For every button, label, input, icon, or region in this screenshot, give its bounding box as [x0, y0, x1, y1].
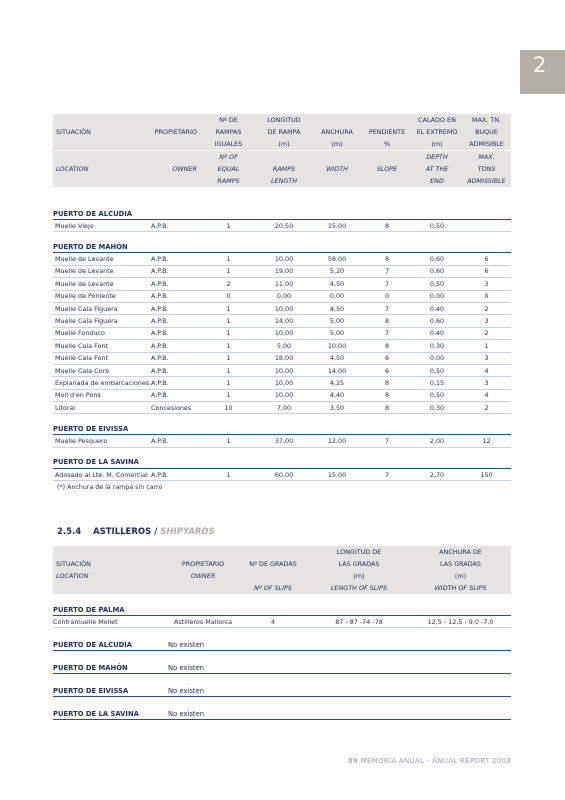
- cell-7: 0: [462, 290, 511, 302]
- cell-6: 2,00: [412, 435, 462, 447]
- table-row: [53, 377, 511, 389]
- subsection-title-en: SHIPYARDS: [160, 527, 215, 537]
- cell-4: 12,5 - 12,5 - 9,0 -7,0: [410, 616, 511, 628]
- header-cell-7: TONS: [462, 163, 511, 175]
- cell-4: 4,40: [312, 389, 362, 401]
- cell-5: 8: [362, 340, 412, 352]
- cell-0: Muelle Cala Figuera: [53, 302, 151, 314]
- header-cell-0: SITUACIÓN: [53, 126, 151, 138]
- cell-2: 2: [201, 278, 256, 290]
- header-cell-1: [151, 151, 201, 164]
- header-cell-4: [312, 151, 362, 164]
- cell-6: 0,50: [412, 364, 462, 376]
- section-value: No existen: [168, 639, 511, 651]
- header-cell-0: [53, 138, 151, 151]
- chapter-number: 2: [533, 53, 547, 77]
- header-row: [53, 546, 511, 558]
- ramps-table: [53, 114, 511, 481]
- cell-6: 0,40: [412, 302, 462, 314]
- cell-5: 6: [362, 352, 412, 364]
- header-cell-4: WIDTH: [312, 163, 362, 175]
- cell-3: 10,00: [256, 377, 312, 389]
- cell-7: 3: [462, 377, 511, 389]
- cell-1: Concesiones: [151, 402, 201, 414]
- table-row: [53, 389, 511, 401]
- cell-3: 37,00: [256, 435, 312, 447]
- cell-4: 5,00: [312, 315, 362, 327]
- section-heading: [53, 208, 511, 220]
- cell-1: Astilleros Mallorca: [168, 616, 238, 628]
- table-row: [53, 327, 511, 339]
- shipyards-table: [53, 546, 511, 720]
- header-cell-5: %: [362, 138, 412, 151]
- header-cell-2: Nº DE GRADAS: [238, 558, 308, 570]
- cell-6: 0,30: [412, 402, 462, 414]
- table-row: [53, 290, 511, 302]
- cell-2: 1: [201, 315, 256, 327]
- cell-5: 8: [362, 389, 412, 401]
- header-cell-3: LONGITUD DE: [308, 546, 410, 558]
- cell-2: 1: [201, 265, 256, 277]
- cell-7: 6: [462, 265, 511, 277]
- table-row: [53, 340, 511, 352]
- spacer: [53, 232, 511, 242]
- header-cell-3: [256, 151, 312, 164]
- header-cell-2: IGUALES: [201, 138, 256, 151]
- header-cell-6: (m): [412, 138, 462, 151]
- spacer: [53, 628, 511, 640]
- header-row: [53, 570, 511, 582]
- header-cell-1: [168, 546, 238, 558]
- header-cell-2: RAMPAS: [201, 126, 256, 138]
- header-cell-7: ADMISIBLE: [462, 138, 511, 151]
- cell-0: Moll d'en Pons: [53, 389, 151, 401]
- header-cell-6: EL EXTREMO: [412, 126, 462, 138]
- table-row: [53, 278, 511, 290]
- header-cell-5: PENDIENTE: [362, 126, 412, 138]
- header-cell-0: LOCATION: [53, 163, 151, 175]
- header-cell-2: EQUAL: [201, 163, 256, 175]
- section-heading: [53, 241, 511, 253]
- subsection-title-es: ASTILLEROS: [93, 527, 152, 537]
- header-cell-1: OWNER: [168, 570, 238, 582]
- cell-1: A.P.B.: [151, 352, 201, 364]
- header-cell-1: OWNER: [151, 163, 201, 175]
- cell-3: 0,00: [256, 290, 312, 302]
- cell-7: 6: [462, 253, 511, 265]
- cell-7: 150: [462, 468, 511, 480]
- cell-3: 10,00: [256, 389, 312, 401]
- header-cell-4: (m): [312, 138, 362, 151]
- cell-4: 3,50: [312, 402, 362, 414]
- cell-7: 4: [462, 364, 511, 376]
- header-en-cell-2: Nº OF SLIPS: [238, 582, 308, 595]
- header-cell-1: PROPIETARIO: [151, 126, 201, 138]
- page-number: 89: [347, 757, 359, 765]
- cell-5: 8: [362, 220, 412, 232]
- cell-1: A.P.B.: [151, 265, 201, 277]
- footer-text: MEMORIA ANUAL - ANUAL REPORT 2003: [360, 757, 511, 765]
- header-cell-6: AT THE: [412, 163, 462, 175]
- cell-7: 12: [462, 435, 511, 447]
- table-row: [53, 315, 511, 327]
- section-name: PUERTO DE EIVISSA: [53, 423, 511, 435]
- cell-0: Muelle de Levante: [53, 253, 151, 265]
- header-row: [53, 138, 511, 151]
- cell-5: 0: [362, 290, 412, 302]
- cell-1: A.P.B.: [151, 253, 201, 265]
- cell-5: 8: [362, 315, 412, 327]
- cell-0: Muelle de Levante: [53, 278, 151, 290]
- header-row: [53, 126, 511, 138]
- cell-5: 7: [362, 327, 412, 339]
- section-name: PUERTO DE ALCUDIA: [53, 208, 511, 220]
- header-en-cell-1: [168, 582, 238, 595]
- header-cell-3: LAS GRADAS: [308, 558, 410, 570]
- header-row: [53, 582, 511, 595]
- header-cell-3: LONGITUD: [256, 114, 312, 126]
- table-row: [53, 364, 511, 376]
- cell-0: Muelle Viejo: [53, 220, 151, 232]
- header-row: [53, 558, 511, 570]
- cell-5: 6: [362, 364, 412, 376]
- spacer: [53, 414, 511, 424]
- header-cell-3: DE RAMPA: [256, 126, 312, 138]
- cell-5: 8: [362, 253, 412, 265]
- cell-1: A.P.B.: [151, 364, 201, 376]
- header-cell-4: [312, 114, 362, 126]
- header-cell-2: [238, 546, 308, 558]
- cell-4: 15,00: [312, 468, 362, 480]
- cell-6: 0,60: [412, 265, 462, 277]
- cell-2: 1: [201, 220, 256, 232]
- section-heading: [53, 662, 511, 674]
- page-footer: [348, 757, 511, 765]
- cell-2: 0: [201, 290, 256, 302]
- header-row: [53, 114, 511, 126]
- cell-1: A:P.B.: [151, 389, 201, 401]
- cell-5: 8: [362, 402, 412, 414]
- section-name: PUERTO DE LA SAVINA: [53, 708, 168, 720]
- section-name: PUERTO DE MAHÓN: [53, 241, 511, 253]
- header-cell-2: Nº OF: [201, 151, 256, 164]
- cell-3: 18,00: [256, 352, 312, 364]
- cell-1: A.P.B.: [151, 220, 201, 232]
- header-cell-4: [312, 175, 362, 188]
- subsection-title: [57, 527, 215, 537]
- section-name: PUERTO DE ALCUDIA: [53, 639, 168, 651]
- header-en-cell-0: [53, 582, 168, 595]
- header-cell-3: RAMPS: [256, 163, 312, 175]
- header-cell-1: [151, 114, 201, 126]
- header-en-cell-4: WIDTH OF SLIPS: [410, 582, 511, 595]
- cell-6: 0,60: [412, 253, 462, 265]
- table-row: [53, 253, 511, 265]
- cell-2: 1: [201, 253, 256, 265]
- subsection-number: 2.5.4: [57, 527, 82, 537]
- header-cell-5: [362, 175, 412, 188]
- cell-6: 0,00: [412, 352, 462, 364]
- cell-1: A.P.B.: [151, 435, 201, 447]
- cell-0: Muelle de Poniente: [53, 290, 151, 302]
- cell-3: 11,00: [256, 278, 312, 290]
- cell-1: A.P.B.: [151, 327, 201, 339]
- cell-3: 87 - 87 -74 -78: [308, 616, 410, 628]
- cell-7: 2: [462, 402, 511, 414]
- cell-4: 4,50: [312, 302, 362, 314]
- table-row: [53, 352, 511, 364]
- cell-7: 4: [462, 389, 511, 401]
- cell-4: 4,50: [312, 278, 362, 290]
- cell-6: 2,70: [412, 468, 462, 480]
- cell-2: 1: [201, 340, 256, 352]
- cell-4: 4,25: [312, 377, 362, 389]
- cell-0: Muelle de Levante: [53, 265, 151, 277]
- cell-2: 10: [201, 402, 256, 414]
- cell-2: 1: [201, 435, 256, 447]
- cell-6: 0,15: [412, 377, 462, 389]
- table-row: [53, 468, 511, 480]
- cell-4: 15,00: [312, 220, 362, 232]
- cell-6: 0,50: [412, 220, 462, 232]
- cell-2: 1: [201, 302, 256, 314]
- header-cell-0: LOCATION: [53, 570, 168, 582]
- cell-1: A.P.B.: [151, 468, 201, 480]
- spacer: [53, 674, 511, 686]
- header-cell-7: MAX.: [462, 151, 511, 164]
- cell-7: 3: [462, 315, 511, 327]
- cell-6: 0,60: [412, 315, 462, 327]
- cell-0: Muelle Cala Font: [53, 340, 151, 352]
- header-cell-7: ADMISSIBLE: [462, 175, 511, 188]
- cell-0: Explanada de embarcaciones: [53, 377, 151, 389]
- header-cell-0: [53, 546, 168, 558]
- table-row: [53, 220, 511, 232]
- subsection-separator: /: [154, 527, 158, 537]
- cell-5: 7: [362, 468, 412, 480]
- spacer: [53, 188, 511, 209]
- section-heading: [53, 708, 511, 720]
- header-cell-6: DEPTH: [412, 151, 462, 164]
- header-cell-4: LAS GRADAS: [410, 558, 511, 570]
- header-cell-0: [53, 175, 151, 188]
- header-row: [53, 163, 511, 175]
- header-cell-0: SITUACIÓN: [53, 558, 168, 570]
- header-cell-3: (m): [256, 138, 312, 151]
- cell-7: 3: [462, 352, 511, 364]
- cell-2: 1: [201, 377, 256, 389]
- header-cell-4: ANCHURA: [312, 126, 362, 138]
- cell-2: 1: [201, 327, 256, 339]
- cell-2: 1: [201, 468, 256, 480]
- cell-3: 10,00: [256, 327, 312, 339]
- section-value: No existen: [168, 685, 511, 697]
- cell-1: A:P.B.: [151, 377, 201, 389]
- section-name: PUERTO DE LA SAVINA: [53, 457, 511, 469]
- cell-3: 19,00: [256, 265, 312, 277]
- header-cell-5: SLOPE: [362, 163, 412, 175]
- cell-0: Muelle Cala Corb: [53, 364, 151, 376]
- cell-7: 1: [462, 340, 511, 352]
- section-heading: [53, 639, 511, 651]
- header-cell-5: [362, 151, 412, 164]
- cell-4: 5,00: [312, 327, 362, 339]
- section-name: PUERTO DE MAHÓN: [53, 662, 168, 674]
- table-row: [53, 302, 511, 314]
- table-row: [53, 402, 511, 414]
- spacer: [53, 595, 511, 605]
- cell-6: 0,50: [412, 278, 462, 290]
- cell-2: 1: [201, 352, 256, 364]
- cell-4: 14,00: [312, 364, 362, 376]
- header-cell-7: MAX. TN.: [462, 114, 511, 126]
- footnote: (*) Anchura de la rampa sin carro: [57, 484, 163, 491]
- spacer: [53, 651, 511, 663]
- header-cell-6: END: [412, 175, 462, 188]
- cell-5: 7: [362, 265, 412, 277]
- chapter-tab: [520, 50, 565, 94]
- cell-1: A.P.B.: [151, 278, 201, 290]
- cell-0: Adosado al Lte. M. Comercial: [53, 468, 151, 480]
- cell-1: A.P.B.: [151, 340, 201, 352]
- cell-4: 4,50: [312, 352, 362, 364]
- header-en-cell-3: LENGTH OF SLIPS: [308, 582, 410, 595]
- cell-5: 8: [362, 377, 412, 389]
- header-cell-5: [362, 114, 412, 126]
- cell-4: 0,00: [312, 290, 362, 302]
- section-name: PUERTO DE PALMA: [53, 604, 511, 616]
- spacer: [53, 447, 511, 457]
- section-value: No existen: [168, 662, 511, 674]
- header-cell-1: [151, 175, 201, 188]
- cell-3: 7,00: [256, 402, 312, 414]
- cell-5: 7: [362, 278, 412, 290]
- table-row: [53, 265, 511, 277]
- cell-4: 5,20: [312, 265, 362, 277]
- cell-0: Muelle Cala Figuera: [53, 315, 151, 327]
- cell-3: 60,00: [256, 468, 312, 480]
- header-cell-1: PROPIETARIO: [168, 558, 238, 570]
- cell-3: 5,00: [256, 340, 312, 352]
- cell-4: 12,00: [312, 435, 362, 447]
- section-name: PUERTO DE EIVISSA: [53, 685, 168, 697]
- cell-3: 14,00: [256, 315, 312, 327]
- cell-3: 10,00: [256, 253, 312, 265]
- cell-6: 0,50: [412, 389, 462, 401]
- cell-7: 3: [462, 278, 511, 290]
- cell-0: Muelle Pesquero: [53, 435, 151, 447]
- spacer: [53, 697, 511, 709]
- header-cell-3: LENGTH: [256, 175, 312, 188]
- header-cell-3: (m): [308, 570, 410, 582]
- cell-1: A.P.B.: [151, 315, 201, 327]
- header-cell-2: Nº DE: [201, 114, 256, 126]
- cell-5: 7: [362, 435, 412, 447]
- header-cell-6: CALADO EN: [412, 114, 462, 126]
- cell-1: A.P.B.: [151, 290, 201, 302]
- cell-3: 20,50: [256, 220, 312, 232]
- cell-6: 0,00: [412, 290, 462, 302]
- cell-0: Muelle Fonduco: [53, 327, 151, 339]
- header-cell-4: ANCHURA DE: [410, 546, 511, 558]
- header-cell-1: [151, 138, 201, 151]
- cell-2: 1: [201, 364, 256, 376]
- header-cell-4: (m): [410, 570, 511, 582]
- table-row: [53, 435, 511, 447]
- header-cell-0: [53, 114, 151, 126]
- cell-7: 2: [462, 327, 511, 339]
- cell-3: 10,00: [256, 302, 312, 314]
- header-cell-7: BUQUE: [462, 126, 511, 138]
- cell-0: Litoral: [53, 402, 151, 414]
- header-cell-0: [53, 151, 151, 164]
- cell-2: 4: [238, 616, 308, 628]
- header-row: [53, 175, 511, 188]
- section-heading: [53, 423, 511, 435]
- cell-7: [462, 220, 511, 232]
- cell-6: 0,40: [412, 327, 462, 339]
- table-row: [53, 616, 511, 628]
- header-row: [53, 151, 511, 164]
- cell-0: Contramuelle Mollet: [53, 616, 168, 628]
- cell-4: 58,00: [312, 253, 362, 265]
- cell-4: 10,00: [312, 340, 362, 352]
- header-cell-2: RAMPS: [201, 175, 256, 188]
- cell-1: A.P.B.: [151, 302, 201, 314]
- cell-6: 0,30: [412, 340, 462, 352]
- section-heading: [53, 685, 511, 697]
- header-cell-2: [238, 570, 308, 582]
- cell-5: 7: [362, 302, 412, 314]
- cell-7: 2: [462, 302, 511, 314]
- cell-3: 10,00: [256, 364, 312, 376]
- cell-0: Muelle Cala Font: [53, 352, 151, 364]
- section-value: No existen: [168, 708, 511, 720]
- section-heading: [53, 604, 511, 616]
- section-heading: [53, 457, 511, 469]
- cell-2: 1: [201, 389, 256, 401]
